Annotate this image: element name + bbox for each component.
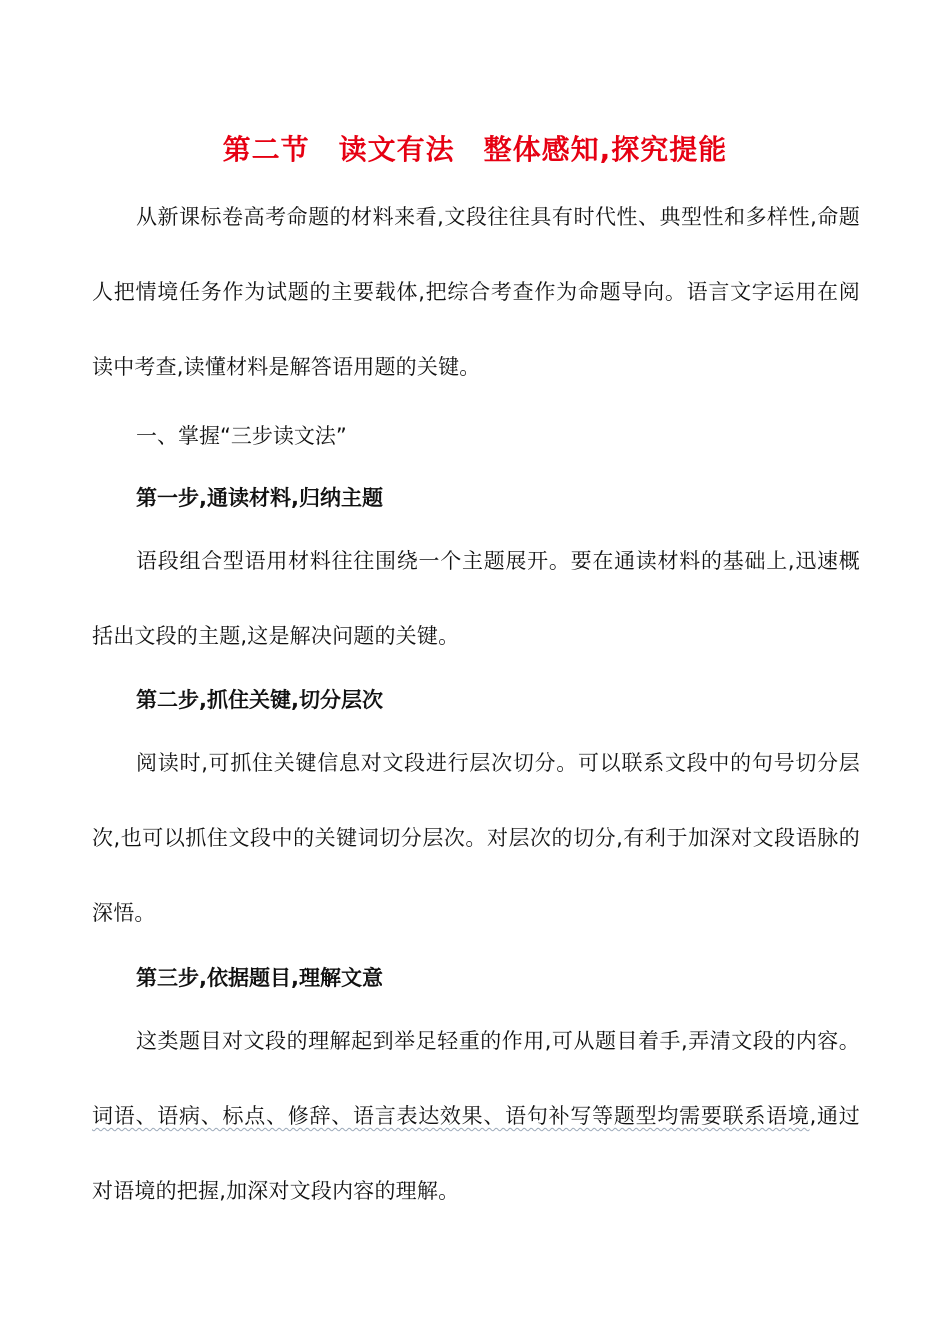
step-three-paragraph (92, 1004, 860, 1229)
step-three-heading: 第三步,依据题目,理解文意 (136, 966, 383, 990)
step-one-heading: 第一步,通读材料,归纳主题 (136, 486, 383, 510)
section-title: 第二节 读文有法 整体感知,探究提能 (222, 133, 728, 166)
step-one-paragraph: 语段组合型语用材料往往围绕一个主题展开。要在通读材料的基础上,迅速概括出文段的主题,这是解决问题的关键。 (92, 549, 860, 648)
step-three-text-end: ,通过对语境的把握,加深对文段内容的理解。 (92, 1104, 860, 1203)
step-two-paragraph: 阅读时,可抓住关键信息对文段进行层次切分。可以联系文段中的句号切分层次,也可以抓住文段中的关键词切分层次。对层次的切分,有利于加深对文段语脉的深悟。 (92, 751, 860, 925)
step-three-text-start: 这类题目对文段的理解起到举足轻重的作用,可从题目着手,弄清文段的内容。 (136, 1029, 860, 1053)
step-three-underlined-text: 词语、语病、标点、修辞、语言表达效果、语句补写等题型均需要联系语境 (92, 1104, 810, 1128)
step-two-heading: 第二步,抓住关键,切分层次 (136, 688, 383, 712)
intro-paragraph: 从新课标卷高考命题的材料来看,文段往往具有时代性、典型性和多样性,命题人把情境任务作为试题的主要载体,把综合考查作为命题导向。语言文字运用在阅读中考查,读懂材料是解答语用题的关键。 (92, 205, 860, 379)
section-heading-one: 一、掌握“三步读文法” (136, 424, 347, 448)
